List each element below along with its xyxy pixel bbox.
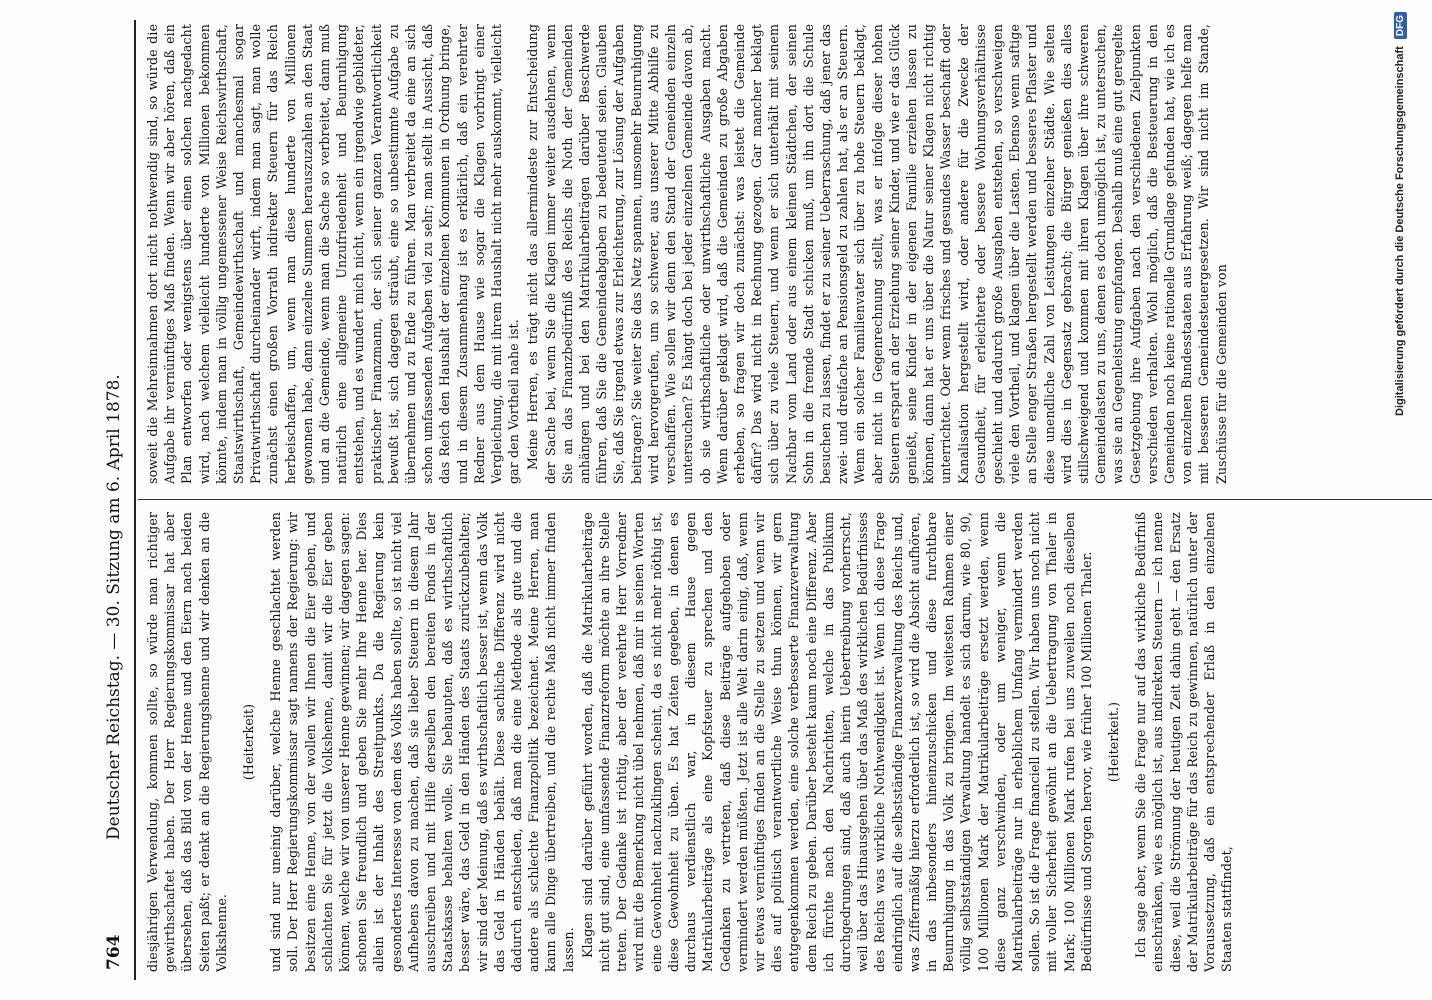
paragraph: Klagen sind darüber geführt worden, daß die Matrikularbeiträge nicht gut sind, eine umfassende Finanzreform möchte an ihre Stelle treten. Der Gedanke ist richtig, aber der verehrte Herr Vorredner wird mit die Bemerkung nicht übel nehmen, daß mir in seinen Worten eine Gewohnheit nachzuklingen scheint, da es nicht mehr nöthig ist, diese Gewohnheit zu üben. Es hat Zeiten gegeben, in denen es durchaus verdienstlich war, in diesem Hause gegen Matrikularbeiträge als eine Kopfsteuer zu sprechen und den Gedanken zu vertreten, daß diese Beiträge aufgehoben oder vermindert werden müßten. Jetzt ist alle Welt darin einig, daß, wenn wir etwas vernünftiges finden an die Stelle zu setzen und wenn wir dies auf politisch verantwortliche Weise thun können, wir gern entgegenkommen werden, eine solche verbesserte Finanzverwaltung dem Reich zu geben. Darüber besteht kaum noch eine Differenz. Aber ich fürchte nach den Nachrichten, welche in das Publikum durchgedrungen sind, daß auch hierin Uebertreibung vorherrscht, weil über das Hinausgehen über das Maß des wirklichen Bedürfnisses des Reichs was wirkliche Nothwendigkeit ist. Wenn ich diese Frage eindringlich auf die selbstständige Finanzverwaltung des Reichs und, was Ziffermäßig hierzu erforderlich ist, so wird die Absicht aufhören, in das inbesonders hineinzuschicken und diese furchtbare Beunruhigung in das Volk zu bringen. Im weitesten Rahmen einer völlig selbstständigen Verwaltung handelt es sich darum, wie 80, 90, 100 Millionen Mark der Matrikularbeiträge ersetzt werden, wenn diese ganz verschwinden, oder um weniger, wenn die Matrikularbeiträge nur in erheblichem Umfang vermindert werden sollen. So ist die Frage financiell zu stellen. Wir haben uns noch nicht mit voller Sicherheit gewöhnt an die Uebertragung von Thaler in Mark; 100 Millionen Mark rufen bei uns zuweilen noch dieselben Bedürfnisse und Sorgen hervor, wie früher 100 Millionen Thaler. bbox=[579, 512, 1094, 972]
page-header bbox=[100, 20, 134, 980]
left-column bbox=[144, 512, 1237, 972]
page-number: 764 bbox=[104, 934, 124, 970]
rotated-sheet bbox=[100, 20, 1432, 980]
page-running-title: Deutscher Reichstag. — 30. Sitzung am 6. April 1878. bbox=[104, 374, 124, 840]
credit-label: Digitalisierung gefördert durch die Deutsche Forschungsgemeinschaft bbox=[1394, 46, 1406, 416]
digitization-credit bbox=[1394, 6, 1428, 994]
right-column bbox=[144, 24, 1232, 484]
interjection: (Heiterkeit.) bbox=[1105, 701, 1121, 783]
paragraph: Ich sage aber, wenn Sie die Frage nur auf das wirkliche Bedürfniß einschränken, wie es möglich ist, aus indirekten Steuern — ich nenne diese, weil die Strömung der heutigen Zeit dahin geht — den Ersatz der Matrikularbeiträge für das Reich zu gewinnen, natürlich unter der Voraussetzung, daß ein entsprechender Erlaß in den einzelnen Staaten stattfindet, bbox=[1133, 512, 1235, 972]
interjection: (Heiterkeit) bbox=[241, 703, 257, 781]
column-divider bbox=[138, 499, 1432, 500]
paragraph: und sind nur uneinig darüber, welche Henne geschlachtet werden soll. Der Herr Regierungskommissar sagt namens der Regierung: wir besitzen eine Henne, von der wollen wir Ihnen die Eier geben, und schlachten Sie für jetzt die Volkshenne, damit wir die Eier geben können, welche wir von unserer Henne gewinnen; wir dagegen sagen: schonen Sie freundlich und geben Sie mehr Ihre Henne her. Dies allein ist der Inhalt des Streitpunkts. Da die Regierung kein gesondertes Interesse von dem des Volks haben sollte, so ist nicht viel Aufhebens davon zu machen, daß sie lieber Steuern in diesem Jahr ausschreiben und mit Hilfe derselben den bereiten Fonds in der Staatskasse behalten wolle. Sie behaupten, daß es wirthschaftlich besser wäre, das Geld in den Händen des Staats zurückzubehalten; wir sind der Meinung, daß es wirthschaftlich besser ist, wenn das Volk das Geld in Händen behält. Diese sachliche Differenz wird nicht dadurch entschieden, daß man die eine Methode als gute und die andere als schlechte Finanzpolitik bezeichnet. Meine Herren, man kann alle Dinge übertreiben, und die rechte Maß nicht immer finden lassen. bbox=[268, 512, 576, 972]
credit-text bbox=[1394, 12, 1412, 1000]
paragraph: soweit die Mehreinnahmen dort nicht nothwendig sind, so würde die Aufgabe ihr vernünftiges Maß finden. Wenn wir aber hören, daß ein Plan entworfen oder wenigstens über einen solchen nachgedacht wird, nach welchem vielleicht hunderte von Millionen bekommen könnte, indem man in völlig ungemessener Weise Reichswirthschaft, Staatswirthschaft, Gemeindewirthschaft und manchesmal sogar Privatwirthschaft durcheinander wirft, indem man sagt, man wolle zunächst einen großen Vorrath indirekter Steuern für das Reich herbeischaffen, um, wenn man diese hunderte von Millionen gewonnen habe, dann einzelne Summen herauszuzahlen an den Staat und an die Gemeinde, wenn man die Sache so verbreitet, dann muß natürlich eine allgemeine Unzufriedenheit und Beunruhigung entstehen, und es wundert mich nicht, wenn ein irgendwie gebildeter, praktischer Finanzmann, der sich seiner ganzen Verantwortlichkeit bewußt ist, sich dagegen sträubt, eine so unbestimmte Aufgabe zu übernehmen und zu Ende zu führen. Man verbreitet da eine an sich schon umfassenden Aufgaben viel zu sehr; man stellt in Aussicht, daß das Reich den Haushalt der einzelnen Kommunen in Ordnung bringe, und in diesem Zusammenhang ist es erklärlich, daß ein verehrter Redner aus dem Hause wie sogar die Klagen vorbringt einer Vergleichung, die mit ihrem Haushalt nicht mehr auskommt, vielleicht gar den Vortheil nahe ist. bbox=[145, 24, 522, 484]
paragraph: Meine Herren, es trägt nicht das allermindeste zur Entscheidung der Sache bei, wenn Sie die Klagen immer weiter ausdehnen, wenn Sie an das Finanzbedürfniß des Reichs die Noth der Gemeinden anhängen und bei den Matrikularbeiträgen darüber Beschwerde führen, daß Sie die Gemeindeabgaben zu bedeutend seien. Glauben Sie, daß Sie irgend etwas zur Erleichterung, zur Lösung der Aufgaben beitragen? Sie weiter Sie das Netz spannen, umsomehr Beunruhigung wird hervorgerufen, um so schwerer, aus unserer Mitte Abhilfe zu verschaffen. Wie sollen wir denn den Stand der Gemeinden einzeln untersuchen? Es hängt doch bei jeder einzelnen Gemeinde davon ab, ob sie wirthschaftliche oder unwirthschaftliche Ausgaben macht. Wenn darüber geklagt wird, daß die Gemeinden zu große Abgaben erheben, so fragen wir doch zunächst: was leistet die Gemeinde dafür? Das wird nicht in Rechnung gezogen. Gar mancher beklagt sich über zu viele Steuern, und wenn er sich unterhält mit seinem Nachbar vom Land oder aus einem kleinen Städtchen, der seinen Sohn in die fremde Stadt schicken muß, um ihn dort die Schule besuchen zu lassen, findet er zu seiner Ueberraschung, daß jener das zwei- und dreifache an Pensionsgeld zu zahlen hat, als er an Steuern. Wenn ein solcher Familienvater sich über zu hohe Steuern beklagt, aber nicht in Gegenrechnung stellt, was er infolge dieser hohen Steuern erspart an der Erziehung seiner Kinder, und wie er das Glück genießt, seine Kinder in der eigenen Familie erziehen lassen zu können, dann hat er uns über die Natur seiner Klagen nicht richtig unterrichtet. Oder wenn frisches und gesundes Wasser beschafft oder Kanalisation hergestellt wird, oder andere für die Zwecke der Gesundheit, für erleichterte oder bessere Wohnungsverhältnisse geschieht und dadurch große Ausgaben entstehen, so verschweigen viele den Vortheil, und klagen über die Lasten. Ebenso wenn saftige an Stelle enger Straßen hergestellt werden und besseres Pflaster und diese unendliche Zahl von Leistungen einzelner Städte. Wie selten wird dies in Gegensatz gebracht; die Bürger genießen dies alles stillschweigend und kommen mit ihren Klagen über ihre schweren Gemeindelasten zu uns, denen es doch unmöglich ist, zu untersuchen, was sie an Gegenleistung empfangen. Deshalb muß eine gut geregelte Gesetzgebung ihre Aufgaben nach den verschiedenen Zielpunkten verschieden verhalten. Wohl möglich, daß die Besteuerung in den Gemeinden noch keine rationelle Grundlage gefunden hat, wie ich es von einzelnen Bundesstaaten aus Erfahrung weiß; dagegen helfe man mit besseren Gemeindesteuergesetzen. Wir sind nicht im Stande, Zuschüsse für die Gemeinden von bbox=[525, 24, 1229, 484]
header-rule bbox=[134, 20, 136, 980]
paragraph: diesjährigen Verwendung, kommen sollte, so würde man richtiger gewirthschaftet haben. Der Herr Regierungskommissar hat aber übersehen, daß das Bild von der Henne und den Eiern nach beiden Seiten paßt; er denkt an die Regierungshenne und wir denken an die Volkshenne. bbox=[145, 512, 229, 972]
dfg-logo: DFG bbox=[1394, 12, 1407, 39]
